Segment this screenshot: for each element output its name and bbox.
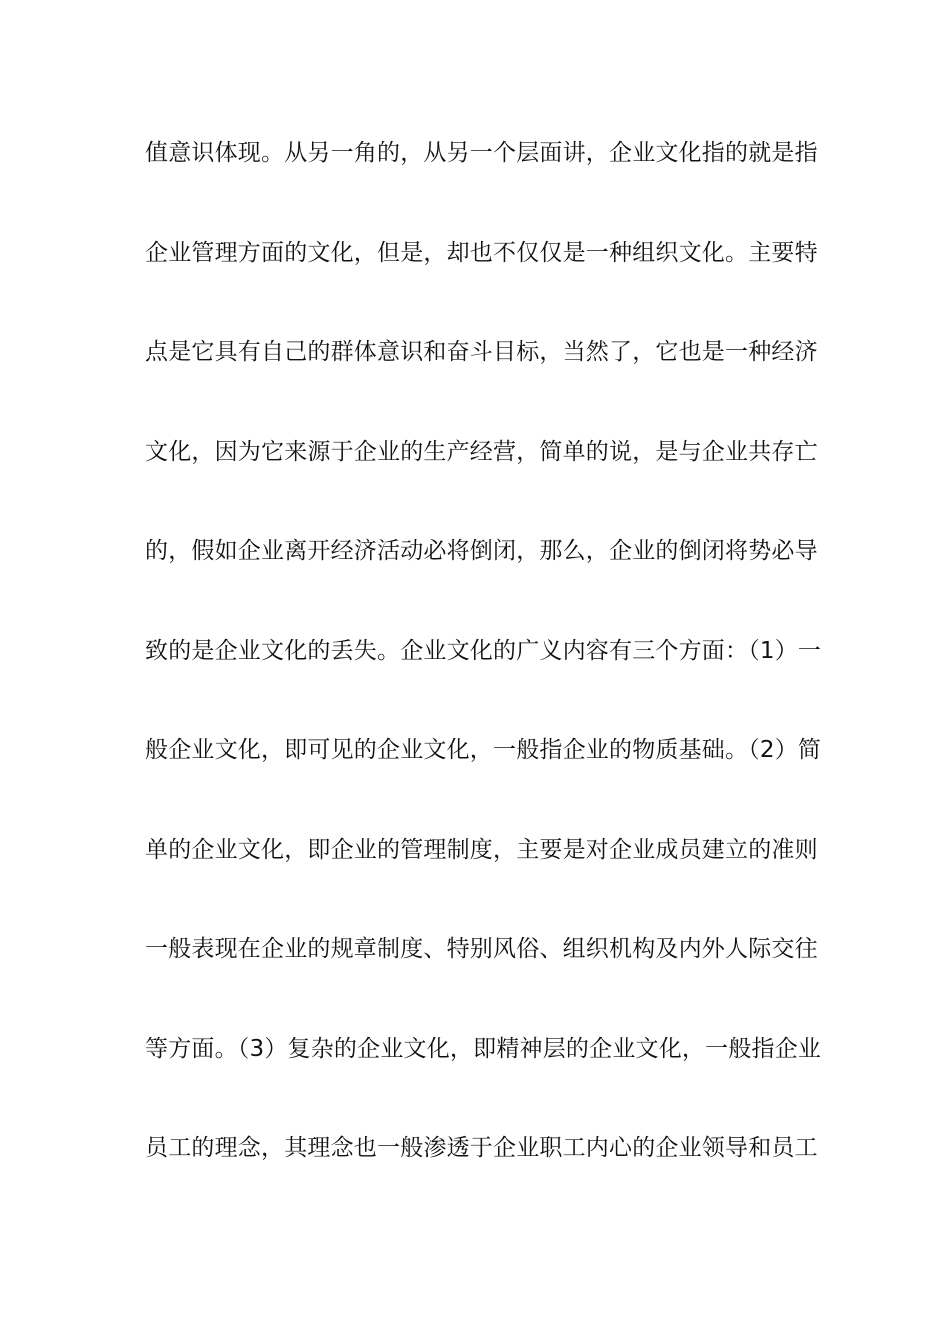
text-line: 般企业文化，即可见的企业文化，一般指企业的物质基础。（2）简 [145,737,822,763]
text-line: 点是它具有自己的群体意识和奋斗目标，当然了，它也是一种经济 [145,339,818,365]
text-line: 致的是企业文化的丢失。企业文化的广义内容有三个方面：（1）一 [145,637,822,664]
text-line: 企业管理方面的文化，但是，却也不仅仅是一种组织文化。主要特 [145,239,818,266]
text-line: 的，假如企业离开经济活动必将倒闭，那么，企业的倒闭将势必导 [145,538,818,564]
text-line: 值意识体现。从另一角的，从另一个层面讲，企业文化指的就是指 [145,140,818,166]
body-text [145,130,822,1225]
text-line: 单的企业文化，即企业的管理制度，主要是对企业成员建立的准则 [145,836,818,863]
text-line: 一般表现在企业的规章制度、特别风俗、组织机构及内外人际交往 [145,936,818,962]
text-line: 等方面。（3）复杂的企业文化，即精神层的企业文化，一般指企业 [145,1035,822,1062]
text-line: 员工的理念，其理念也一般渗透于企业职工内心的企业领导和员工 [145,1135,818,1161]
text-line: 文化，因为它来源于企业的生产经营，简单的说，是与企业共存亡 [145,438,818,465]
